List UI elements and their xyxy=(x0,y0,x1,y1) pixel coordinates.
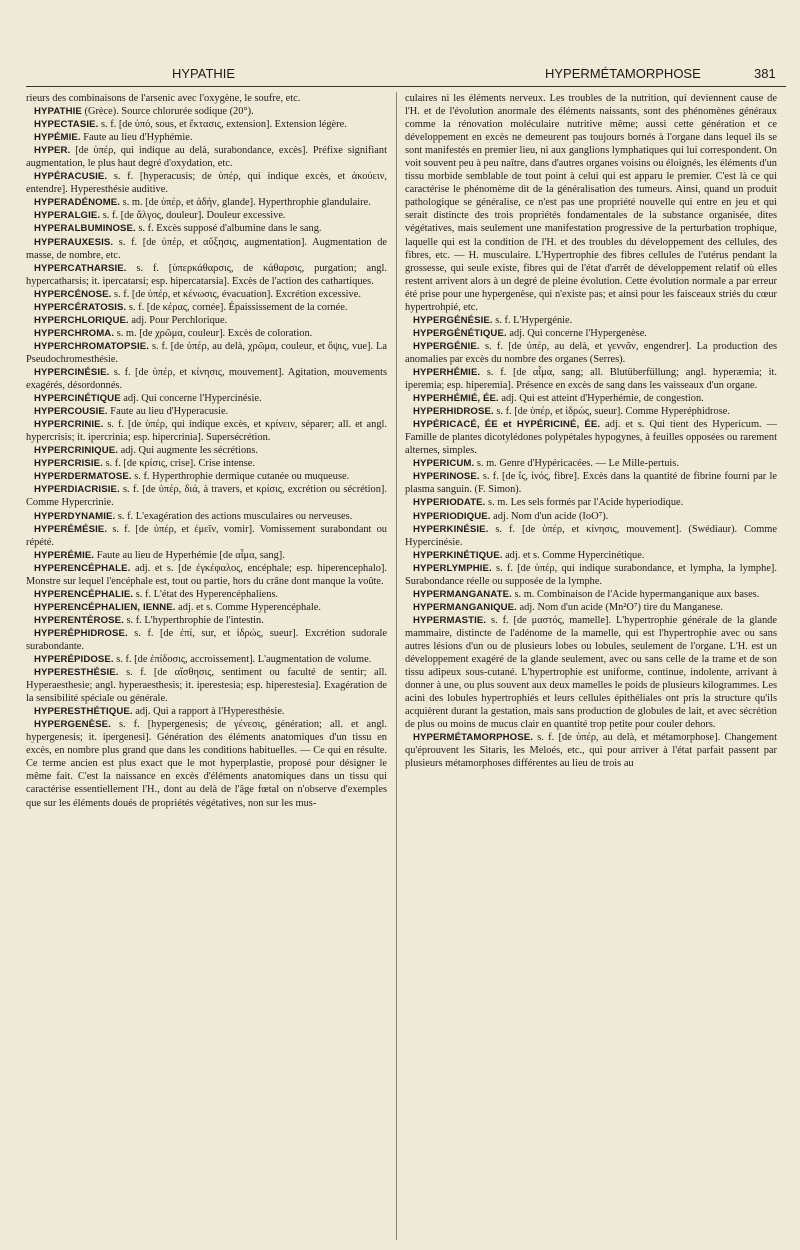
entry-headword: HYPERICUM. xyxy=(413,458,475,470)
entry-definition: adj. Qui est atteint d'Hyperhémie, de congestion. xyxy=(498,393,704,405)
dictionary-entry xyxy=(26,627,387,653)
dictionary-entry xyxy=(26,366,387,392)
entry-headword: HYPERCRINIQUE. xyxy=(34,445,119,457)
dictionary-entry xyxy=(26,444,387,457)
dictionary-entry xyxy=(405,523,777,549)
entry-headword: HYPERALGIE. xyxy=(34,210,101,222)
entry-headword: HYPERCÉNOSE. xyxy=(34,288,112,300)
entry-headword: HYPERGÉNÉTIQUE. xyxy=(413,327,507,339)
entry-headword: HYPERENCÉPHALIE. xyxy=(34,588,134,600)
entry-headword: HYPERALBUMINOSE. xyxy=(34,223,136,235)
entry-definition: s. f. [de ὑπέρ, διά, à travers, et κρίσις, excrétion ou sécrétion]. Comme Hypercrinie. xyxy=(26,484,387,509)
dictionary-entry xyxy=(26,666,387,705)
entry-definition: adj. Qui a rapport à l'Hyperesthésie. xyxy=(132,706,285,718)
entry-definition: s. f. [ὑπερκάθαρσις, de κάθαρσις, purgation; angl. hypercatharsis; it. ipercatarsi; esp. hipercatarsia]. Excès de l'action des cathartiques. xyxy=(26,262,387,287)
dictionary-entry xyxy=(26,196,387,209)
entry-headword: HYPERINOSE. xyxy=(413,471,480,483)
entry-definition: adj. et s. Qui tient des Hypericum. — Famille de plantes dicotylédones polypétales hypogynes, à feuilles opposées ou rarement alternes, simples. xyxy=(405,419,777,457)
entry-headword: HYPERCINÉSIE. xyxy=(34,366,110,378)
entry-headword: HYPÉRICACÉ, ÉE et HYPÉRICINÉ, ÉE. xyxy=(413,419,601,431)
entry-definition: s. f. [de ἴς, ἰνός, fibre]. Excès dans la quantité de fibrine fourni par le plasma sanguin. (F. Simon). xyxy=(405,471,777,496)
entry-headword: HYPATHIE xyxy=(34,106,82,118)
dictionary-entry xyxy=(405,340,777,366)
entry-definition: s. f. L'hyperthrophie de l'intestin. xyxy=(123,614,264,626)
entry-headword: HYPERCHLORIQUE. xyxy=(34,314,129,326)
dictionary-entry xyxy=(26,236,387,262)
entry-headword: HYPERHÉMIÉ, ÉE. xyxy=(413,393,499,405)
dictionary-entry xyxy=(405,496,777,509)
dictionary-entry xyxy=(26,131,387,144)
entry-definition: adj. Pour Perchlorique. xyxy=(128,314,228,326)
entry-definition: s. f. [de ὑπέρ, au delà, χρῶμα, couleur, et ὄψις, vue]. La Pseudochromesthésie. xyxy=(26,340,387,365)
entry-headword: HYPERÉMÉSIE. xyxy=(34,523,108,535)
entry-definition: s. f. L'Hypergénie. xyxy=(492,314,573,326)
column-divider xyxy=(396,92,397,1240)
dictionary-entry xyxy=(405,366,777,392)
dictionary-entry xyxy=(405,418,777,457)
entry-definition: culaires ni les éléments nerveux. Les troubles de la nutrition, qui deviennent cause de l'H. et de l'évolution anormale des éléments naissants, sont des phénomènes généraux comme la rénovation moléculaire nutritive même; aussi cette génération et ce développement en excès ne demeurent pas toujours bornés à l'organe dans lequel ils se sont manifestés en premier lieu, ni aux ganglions lymphatiques qui lui correspondent. On voit souvent peu à peu naître, dans d'autres organes voisins ou éloignés, les éléments d'un tissu morbide semblable de tout point à celui qui est apparu le premier. C'est là ce qui caractérise le phénomème dit de la généralisation des tumeurs. Ainsi, quand un produit pathologique se généralise, ce n'est pas une propriété nouvelle qui entre en jeu et qui serait distincte des trois propriétés fondamentales de la substance organisée, dites végétatives, mais seulement une manifestation progressive de la perturbation trophique, laquelle qui est la condition de l'H. et des troubles du développement des cellules, des fibres, etc. — H. musculaire. L'Hypertrophie des fibres cellules de l'utérus pendant la grossesse, qui seule existe, fibres qui de l'état d'arrêt de développement relatif où elles restent arrivent alors à un degré de pleine évolution. Cette évolution normale a par erreur été prise pour une hypergenèse, qui n'existe pas; et ainsi pour les faisceaux striés du cœur hypertrohpié, etc. xyxy=(405,93,777,313)
entry-headword: HYPERMANGANATE. xyxy=(413,588,512,600)
entry-headword: HYPERÉMIE. xyxy=(34,549,95,561)
entry-definition: s. f. [de αἴσθησις, sentiment ou faculté de sentir; all. Hyperaesthesie; angl. hyperaesthesis; it. iperestesia; esp. hiperestesia]. Exagération de la sensibilité spéciale ou générale. xyxy=(26,667,387,705)
dictionary-entry xyxy=(26,562,387,588)
entry-definition: s. f. L'état des Hyperencéphaliens. xyxy=(133,588,279,600)
dictionary-entry xyxy=(26,483,387,509)
entry-definition: rieurs des combinaisons de l'arsenic avec l'oxygène, le soufre, etc. xyxy=(26,93,301,104)
header-rule xyxy=(26,86,786,87)
entry-headword: HYPERCHROMATOPSIE. xyxy=(34,340,149,352)
entry-headword: HYPERMÉTAMORPHOSE. xyxy=(413,732,533,744)
dictionary-entry xyxy=(26,209,387,222)
entry-definition: s. f. [hyperacusis; de ὑπέρ, qui indique excès, et ἀκούειν, entendre]. Hyperesthésie auditive. xyxy=(26,171,387,196)
entry-headword: HYPERAUXESIS. xyxy=(34,236,114,248)
dictionary-entry xyxy=(26,510,387,523)
dictionary-entry xyxy=(26,301,387,314)
dictionary-entry xyxy=(405,392,777,405)
entry-definition: s. f. [hypergenesis; de γένεσις, génération; all. et angl. hypergenesis; it. ipergenesi]. Génération des éléments anatomiques d'un tissu en excès, en nombre plus grand que dans les conditions habituelles. — Ce qui en résulte. Ce terme ancien est plus exact que le mot hyperplastie, proposé pour désigner le même fait. C'est la naissance en excès d'éléments anatomiques dans un tissu qui caractérise essentiellement l'H., dont au delà de l'âge fœtal on n'observe d'exemples que sur les éléments doués de propriétés végétatives, non sur les mus- xyxy=(26,719,387,809)
entry-headword: HYPÉMIE. xyxy=(34,132,81,144)
entry-headword: HYPERCINÉTIQUE xyxy=(34,393,121,405)
dictionary-entry xyxy=(405,92,777,314)
entry-definition: adj. et s. [de ἐγκέφαλος, encéphale; esp. hiperencephalo]. Monstre sur lequel l'encéphale est, tout ou partie, hors du crâne dont manque la voûte. xyxy=(26,562,387,587)
entry-definition: adj. Nom d'un acide (IoO⁷). xyxy=(490,510,609,522)
dictionary-entry xyxy=(26,601,387,614)
right-column xyxy=(405,92,777,770)
entry-definition: s. f. [de ὑπέρ, et κένωσις, évacuation]. Excrétion excessive. xyxy=(111,288,361,300)
entry-definition: s. f. [de ἐπίδοσις, accroissement]. L'augmentation de volume. xyxy=(113,654,372,666)
dictionary-entry xyxy=(26,144,387,170)
entry-definition: s. m. Combinaison de l'Acide hypermanganique aux bases. xyxy=(511,588,760,600)
entry-headword: HYPERCOUSIE. xyxy=(34,406,108,418)
entry-definition: s. f. Excès supposé d'albumine dans le sang. xyxy=(135,223,322,235)
dictionary-entry xyxy=(405,549,777,562)
entry-definition: s. f. [de ὑπέρ, et ἐμεῖν, vomir]. Vomissement surabondant ou répété. xyxy=(26,523,387,548)
entry-definition: adj. et s. Comme Hypercinétique. xyxy=(502,549,645,561)
entry-definition: s. m. Les sels formés par l'Acide hyperiodique. xyxy=(485,497,684,509)
entry-headword: HYPERADÉNOME. xyxy=(34,197,121,209)
entry-definition: adj. Qui concerne l'Hypergenèse. xyxy=(506,327,647,339)
dictionary-entry xyxy=(26,705,387,718)
entry-definition: s. m. [de χρῶμα, couleur]. Excès de coloration. xyxy=(114,327,313,339)
dictionary-entry xyxy=(26,549,387,562)
dictionary-entry xyxy=(405,731,777,770)
entry-definition: s. f. [de ὑπέρ, qui indique excès, et κρίνειν, séparer; all. et angl. hypercrisis; it. ipercrinia; esp. hipercrinia]. Supersécrétion. xyxy=(26,419,387,444)
entry-definition: Faute au lieu d'Hyphémie. xyxy=(80,132,193,144)
entry-headword: HYPERMANGANIQUE. xyxy=(413,601,517,613)
entry-headword: HYPERENCÉPHALIEN, IENNE. xyxy=(34,601,176,613)
entry-headword: HYPERIODATE. xyxy=(413,497,486,509)
dictionary-entry xyxy=(26,314,387,327)
entry-headword: HYPERGÉNÉSIE. xyxy=(413,314,493,326)
entry-definition: adj. Qui augmente les sécrétions. xyxy=(118,445,258,457)
page-number: 381 xyxy=(754,66,776,81)
entry-headword: HYPERDERMATOSE. xyxy=(34,471,132,483)
entry-headword: HYPERDYNAMIE. xyxy=(34,510,116,522)
entry-definition: s. m. [de ὑπέρ, et ἀδήν, glande]. Hyperthrophie glandulaire. xyxy=(120,197,371,209)
entry-headword: HYPERGÉNIE. xyxy=(413,340,480,352)
dictionary-entry xyxy=(26,118,387,131)
entry-definition: s. f. [de ὑπέρ, au delà, et métamorphose]. Changement qu'éprouvent les Sitaris, les Meloés, etc., qui pour arriver à l'état parfait passent par plusieurs métamorphoses différentes au lieu de trois au xyxy=(405,732,777,770)
dictionary-entry xyxy=(26,588,387,601)
entry-definition: s. f. [de ἄλγος, douleur]. Douleur excessive. xyxy=(100,210,286,222)
entry-headword: HYPERGENÈSE. xyxy=(34,719,111,731)
entry-definition: s. f. [de αἷμα, sang; all. Blutüberfüllung; angl. hyperæmia; it. iperemia; esp. hiperemia]. Présence en excès de sang dans les vaisseaux d'un organe. xyxy=(405,366,777,392)
entry-headword: HYPERÉPHIDROSE. xyxy=(34,627,128,639)
entry-definition: s. f. [de ὑπέρ, et ἱδρώς, sueur]. Comme Hyperéphidrose. xyxy=(493,406,730,418)
dictionary-entry xyxy=(405,562,777,588)
dictionary-entry xyxy=(405,470,777,496)
entry-definition: s. f. [de κέρας, cornée]. Épaississement de la cornée. xyxy=(126,301,348,313)
entry-definition: adj. Nom d'un acide (Mn²O⁷) tire du Manganese. xyxy=(516,601,723,613)
dictionary-entry xyxy=(405,457,777,470)
running-header xyxy=(0,66,800,86)
entry-definition: s. f. [de κρίσις, crise]. Crise intense. xyxy=(102,458,256,470)
dictionary-entry xyxy=(26,392,387,405)
dictionary-entry xyxy=(405,588,777,601)
entry-headword: HYPERIODIQUE. xyxy=(413,510,491,522)
dictionary-entry xyxy=(405,327,777,340)
entry-definition: s. m. Genre d'Hypéricacées. — Le Mille-pertuis. xyxy=(474,458,679,470)
dictionary-entry xyxy=(405,614,777,731)
entry-headword: HYPERDIACRISIE. xyxy=(34,484,120,496)
entry-headword: HYPERLYMPHIE. xyxy=(413,562,492,574)
entry-headword: HYPER. xyxy=(34,145,71,157)
entry-headword: HYPERCÉRATOSIS. xyxy=(34,301,127,313)
dictionary-entry xyxy=(405,510,777,523)
entry-definition: adj. et s. Comme Hyperencéphale. xyxy=(175,601,321,613)
header-right-word: HYPERMÉTAMORPHOSE xyxy=(545,66,701,81)
dictionary-entry xyxy=(26,470,387,483)
entry-definition: adj. Qui concerne l'Hypercinésie. xyxy=(120,393,262,405)
entry-headword: HYPERCRINIE. xyxy=(34,419,104,431)
dictionary-entry xyxy=(26,222,387,235)
entry-headword: HYPERCHROMA. xyxy=(34,327,115,339)
dictionary-entry xyxy=(26,105,387,118)
dictionary-entry xyxy=(26,457,387,470)
entry-definition: Faute au lieu de Hyperhémie [de αἷμα, sang]. xyxy=(94,549,285,561)
dictionary-entry xyxy=(26,327,387,340)
dictionary-entry xyxy=(26,653,387,666)
entry-definition: s. f. [de ὑπέρ, et κίνησις, mouvement]. Agitation, mouvements exagérés, désordonnés. xyxy=(26,366,387,392)
entry-headword: HYPERCATHARSIE. xyxy=(34,262,127,274)
entry-headword: HYPERENCÉPHALE. xyxy=(34,562,131,574)
entry-headword: HYPERESTHÉTIQUE. xyxy=(34,706,133,718)
entry-definition: s. f. [de ὑπό, sous, et ἔκτασις, extension]. Extension légère. xyxy=(98,119,347,131)
entry-headword: HYPERÉPIDOSE. xyxy=(34,654,114,666)
dictionary-entry xyxy=(405,314,777,327)
entry-definition: s. f. [de ἐπί, sur, et ἱδρώς, sueur]. Excrétion sudorale surabondante. xyxy=(26,627,387,652)
entry-headword: HYPERKINÉSIE. xyxy=(413,523,489,535)
entry-headword: HYPERHIDROSE. xyxy=(413,406,494,418)
dictionary-entry xyxy=(405,405,777,418)
entry-definition: s. f. [de μαστός, mamelle]. L'hypertrophie générale de la glande mammaire, distincte de l'adénome de la mamelle, qui est l'hypertrophie avec ou sans autres lésions d'un ou de plusieurs lobes ou lobules, seulement de l'organe. L'H. est un développement exagéré de la glande seulement, avec ou sans celle de la trame et de son tissu adipeux sous-cutané. L'hypertrophie est uniforme, continue, indolente, arrivant à donner à une, ou plus souvent aux deux mamelles le poids de plusieurs kilogrammes. Les acini des lobules hypertrophiés et leurs cellules épithéliales ont pris la structure qu'ils acquièrent durant la gestation, mais sans production de globules de lait, et avec sécrétion de plus ou moins de mucus clair en quantité trop petite pour couler dehors. xyxy=(405,614,777,731)
entry-definition: [de ὑπέρ, qui indique au delà, surabondance, excès]. Préfixe signifiant augmentation, le plus haut degré d'oxydation, etc. xyxy=(26,145,387,170)
entry-definition: s. f. Hyperthrophie dermique cutanée ou muqueuse. xyxy=(131,471,350,483)
dictionary-entry xyxy=(26,418,387,444)
entry-headword: HYPERHÉMIE. xyxy=(413,366,481,378)
dictionary-entry xyxy=(405,601,777,614)
dictionary-entry xyxy=(26,340,387,366)
dictionary-entry xyxy=(26,170,387,196)
entry-definition: s. f. [de ὑπέρ, et κίνησις, mouvement]. (Swédiaur). Comme Hypercinésie. xyxy=(405,523,777,548)
entry-headword: HYPERMASTIE. xyxy=(413,614,487,626)
entry-definition: s. f. L'exagération des actions musculaires ou nerveuses. xyxy=(115,510,353,522)
dictionary-entry xyxy=(26,614,387,627)
entry-headword: HYPERESTHÉSIE. xyxy=(34,667,119,679)
entry-headword: HYPERCRISIE. xyxy=(34,458,103,470)
dictionary-entry xyxy=(26,92,387,105)
dictionary-entry xyxy=(26,405,387,418)
entry-headword: HYPECTASIE. xyxy=(34,119,99,131)
entry-definition: s. f. [de ὑπέρ, et αὔξησις, augmentation]. Augmentation de masse, de nombre, etc. xyxy=(26,236,387,261)
dictionary-entry xyxy=(26,718,387,809)
dictionary-entry xyxy=(26,523,387,549)
left-column xyxy=(26,92,387,810)
entry-definition: s. f. [de ὑπέρ, qui indique surabondance, et lympha, la lymphe]. Surabondance réelle ou supposée de la lymphe. xyxy=(405,562,777,587)
entry-definition: Faute au lieu d'Hyperacusie. xyxy=(107,406,229,418)
dictionary-entry xyxy=(26,288,387,301)
entry-definition: (Grèce). Source chlorurée sodique (20°). xyxy=(81,106,254,118)
entry-headword: HYPERKINÉTIQUE. xyxy=(413,549,503,561)
header-left-word: HYPATHIE xyxy=(172,66,236,81)
entry-headword: HYPERENTÉROSE. xyxy=(34,614,124,626)
entry-definition: s. f. [de ὑπέρ, au delà, et γεννᾶν, engendrer]. La production des anomalies par excès du nombre des organes (Serres). xyxy=(405,340,777,365)
dictionary-entry xyxy=(26,262,387,288)
entry-headword: HYPÉRACUSIE. xyxy=(34,171,108,183)
